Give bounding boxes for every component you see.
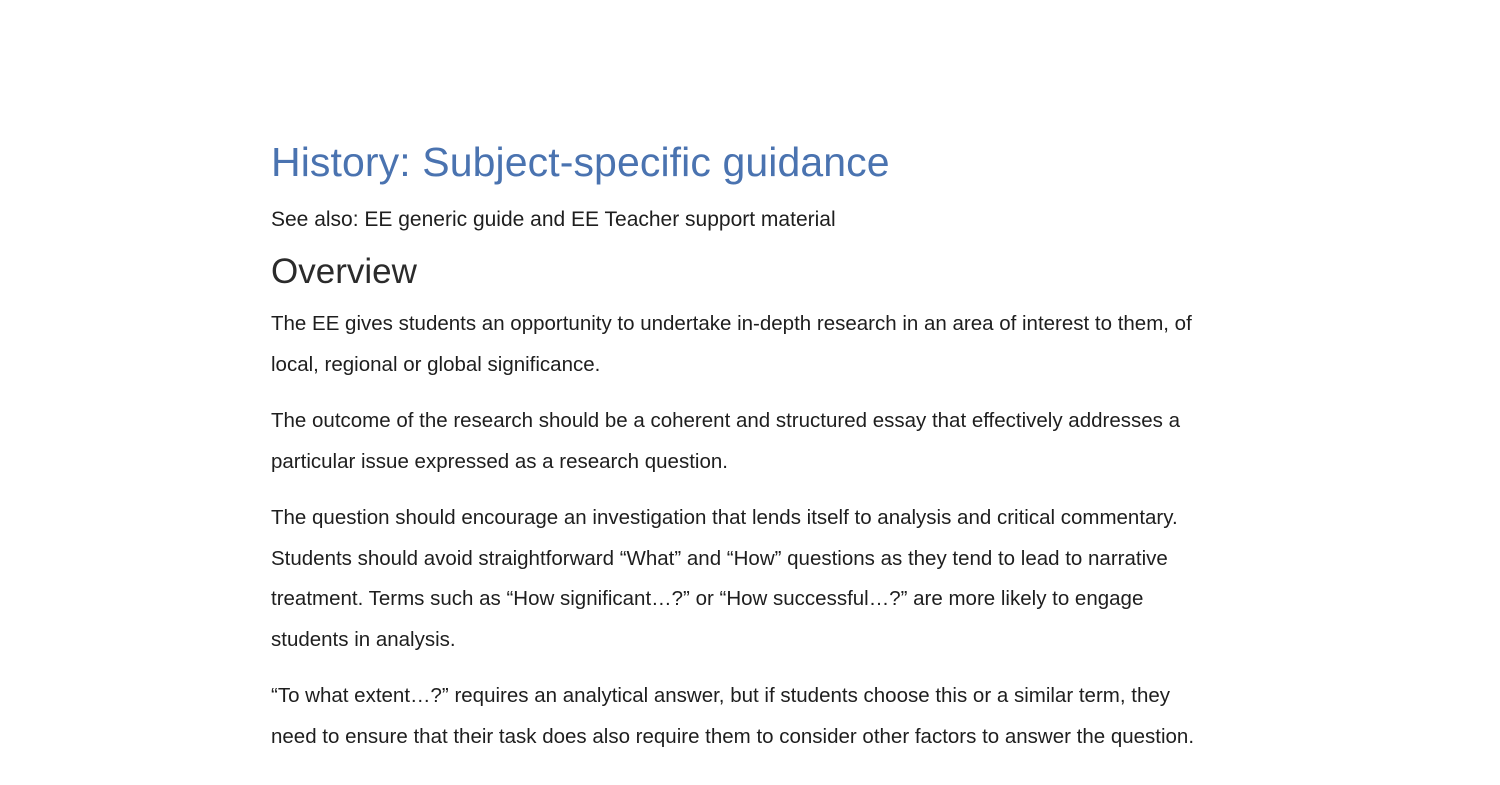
see-also-line: See also: EE generic guide and EE Teacher support material [271, 208, 836, 231]
paragraph: The outcome of the research should be a coherent and structured essay that effectively addresses a particular issue expressed as a research question. [271, 408, 1180, 473]
page-title: History: Subject-specific guidance [271, 139, 890, 185]
document-content [271, 135, 1216, 758]
paragraph: The EE gives students an opportunity to undertake in-depth research in an area of interest to them, of local, regional or global significance. [271, 312, 1192, 376]
paragraph: “To what extent…?” requires an analytical answer, but if students choose this or a similar term, they need to ensure that their task does also require them to consider other factors to answer the question. [271, 684, 1195, 748]
paragraph: The question should encourage an investigation that lends itself to analysis and critical commentary. Students should avoid straightforward “What” and “How” questions as they tend to lead to narrative treatment. Terms such as “How significant…?” or “How successful…?” are more likely to engage students in analysis. [271, 505, 1178, 651]
section-heading-overview: Overview [271, 252, 417, 291]
